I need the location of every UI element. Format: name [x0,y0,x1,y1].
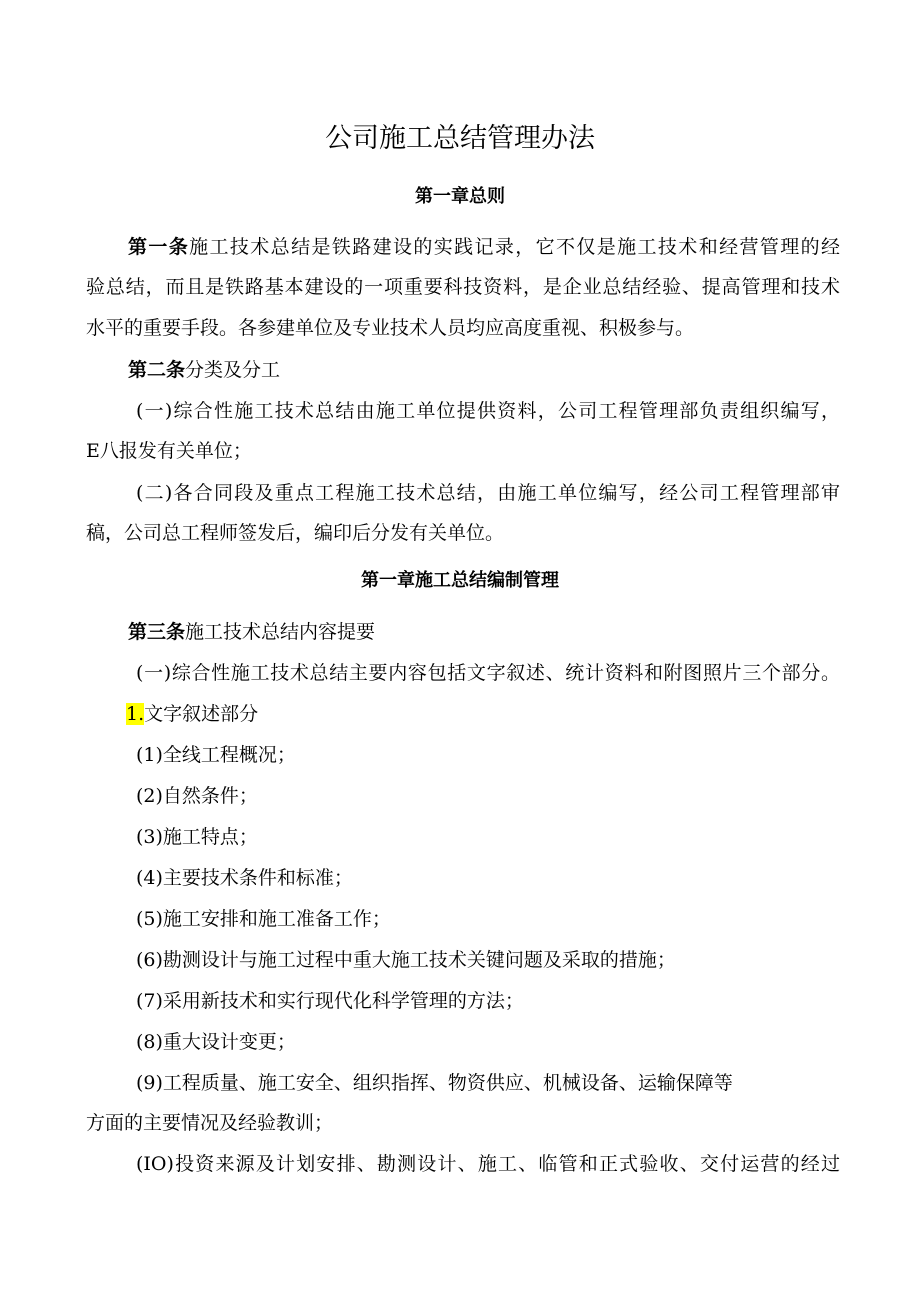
section-1-heading [126,700,258,728]
article-1-line-2: 验总结，而且是铁路基本建设的一项重要科技资料，是企业总结经验、提高管理和技术 [86,276,840,298]
article-1-line-1 [128,233,840,261]
article-3-intro: (一)综合性施工技术总结主要内容包括文字叙述、统计资料和附图照片三个部分。 [136,662,840,684]
article-1-label: 第一条 [128,236,190,258]
list-item-3: (3)施工特点； [136,826,258,848]
article-2-heading: 分类及分工 [185,359,281,381]
list-item-9-continued: 方面的主要情况及经验教训； [86,1112,334,1134]
list-item-1: (1)全线工程概况； [136,744,296,766]
list-item-8: (8)重大设计变更； [136,1031,296,1053]
article-2-item-2-line-1: (二)各合同段及重点工程施工技术总结，由施工单位编写，经公司工程管理部审 [136,482,840,504]
list-item-6: (6)勘测设计与施工过程中重大施工技术关键问题及采取的措施； [136,949,676,971]
section-1-number: 1. [126,703,145,725]
document-title: 公司施工总结管理办法 [325,123,595,154]
article-2-item-1-line-2: E八报发有关单位； [86,440,252,462]
list-item-2: (2)自然条件； [136,785,258,807]
article-3-heading-line [128,618,375,646]
article-3-label: 第三条 [128,621,186,643]
chapter-1-heading: 第一章总则 [415,186,505,207]
list-item-7: (7)采用新技术和实行现代化科学管理的方法； [136,990,524,1012]
list-item-9: (9)工程质量、施工安全、组织指挥、物资供应、机械设备、运输保障等 [136,1072,733,1094]
article-1-line-3: 水平的重要手段。各参建单位及专业技术人员均应高度重视、积极参与。 [86,317,695,339]
list-item-5: (5)施工安排和施工准备工作； [136,908,391,930]
article-2-label: 第二条 [128,359,186,381]
list-item-4: (4)主要技术条件和标准； [136,867,353,889]
list-item-10: (IO)投资来源及计划安排、勘测设计、施工、临管和正式验收、交付运营的经过 [136,1153,840,1175]
article-3-heading: 施工技术总结内容提要 [185,621,376,643]
section-1-title: 文字叙述部分 [144,703,259,725]
article-2-heading-line [128,356,280,384]
chapter-2-heading: 第一章施工总结编制管理 [361,570,559,591]
article-2-item-2-line-2: 稿，公司总工程师签发后，编印后分发有关单位。 [86,522,505,544]
article-1-text-1: 施工技术总结是铁路建设的实践记录，它不仅是施工技术和经营管理的经 [189,236,840,258]
article-2-item-1-line-1: (一)综合性施工技术总结由施工单位提供资料，公司工程管理部负责组织编写， [136,400,840,422]
